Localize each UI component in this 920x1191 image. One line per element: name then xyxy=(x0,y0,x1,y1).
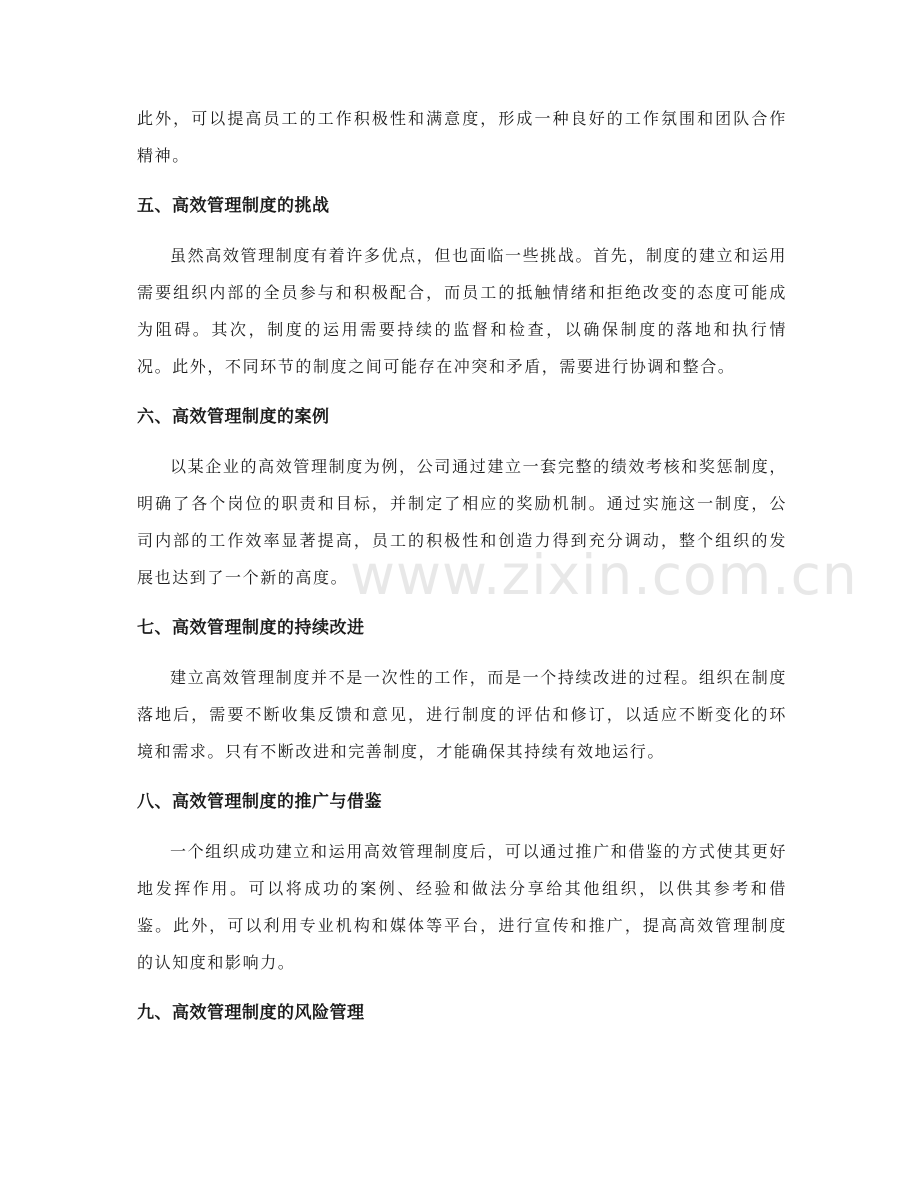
section-heading-8: 八、高效管理制度的推广与借鉴 xyxy=(137,792,382,812)
section-paragraph-5: 虽然高效管理制度有着许多优点，但也面临一些挑战。首先，制度的建立和运用需要组织内部的全员参与和积极配合，而员工的抵触情绪和拒绝改变的态度可能成为阻碍。其次，制度的运用需要持续的监督和检查，以确保制度的落地和执行情况。此外，不同环节的制度之间可能存在冲突和矛盾，需要进行协调和整合。 xyxy=(137,246,787,376)
section-paragraph-7: 建立高效管理制度并不是一次性的工作，而是一个持续改进的过程。组织在制度落地后，需要不断收集反馈和意见，进行制度的评估和修订，以适应不断变化的环境和需求。只有不断改进和完善制度，才能确保其持续有效地运行。 xyxy=(137,668,787,761)
section-heading-7: 七、高效管理制度的持续改进 xyxy=(137,618,365,638)
section-paragraph-8: 一个组织成功建立和运用高效管理制度后，可以通过推广和借鉴的方式使其更好地发挥作用。可以将成功的案例、经验和做法分享给其他组织，以供其参考和借鉴。此外，可以利用专业机构和媒体等平台，进行宣传和推广，提高高效管理制度的认知度和影响力。 xyxy=(137,842,787,972)
document-body xyxy=(137,100,787,1032)
section-paragraph-6: 以某企业的高效管理制度为例，公司通过建立一套完整的绩效考核和奖惩制度，明确了各个岗位的职责和目标，并制定了相应的奖励机制。通过实施这一制度，公司内部的工作效率显著提高，员工的积极性和创造力得到充分调动，整个组织的发展也达到了一个新的高度。 xyxy=(137,457,787,587)
paragraph-continuation: 此外，可以提高员工的工作积极性和满意度，形成一种良好的工作氛围和团队合作精神。 xyxy=(137,109,787,165)
section-heading-6: 六、高效管理制度的案例 xyxy=(137,407,330,427)
section-heading-5: 五、高效管理制度的挑战 xyxy=(137,196,330,216)
section-heading-9: 九、高效管理制度的风险管理 xyxy=(137,1003,365,1023)
watermark-text: www.zixin.com.cn xyxy=(350,543,858,607)
